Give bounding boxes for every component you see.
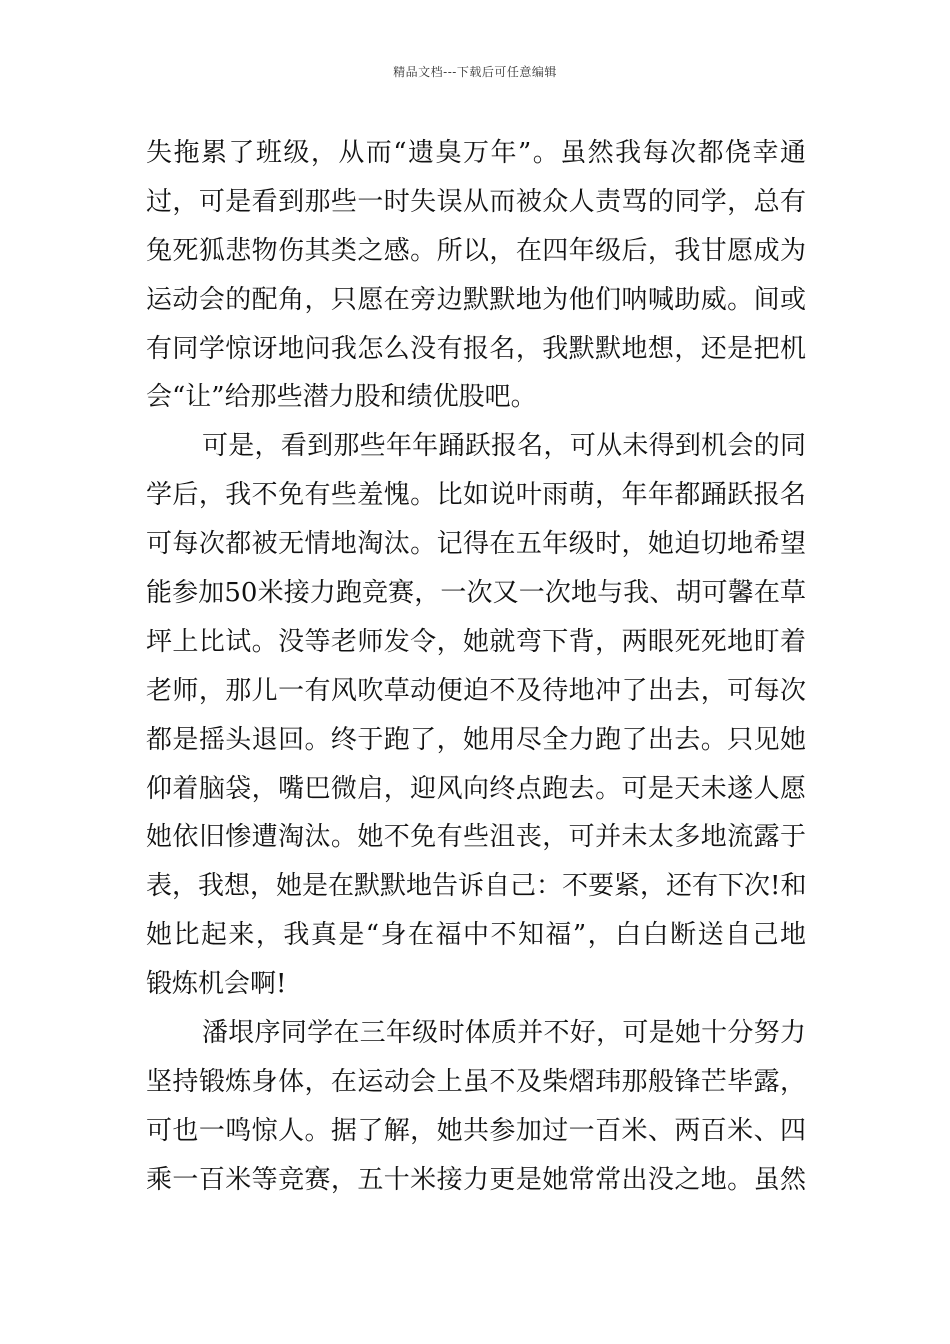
text-line: 能参加50米接力跑竞赛，一次又一次地与我、胡可馨在草 [146,578,806,609]
text-line: 她依旧惨遭淘汰。她不免有些沮丧，可并未太多地流露于 [146,822,806,853]
text-line: 她比起来，我真是“身在福中不知福”，白白断送自己地 [146,920,806,951]
text-line: 有同学惊讶地问我怎么没有报名，我默默地想，还是把机 [146,333,806,364]
text-line: 仰着脑袋，嘴巴微启，迎风向终点跑去。可是天未遂人愿 [146,773,806,804]
text-line: 兔死狐悲物伤其类之感。所以，在四年级后，我甘愿成为 [146,235,806,266]
text-line: 锻炼机会啊! [146,969,287,1000]
text-line: 运动会的配角，只愿在旁边默默地为他们呐喊助威。间或 [146,284,806,315]
text-line: 可每次都被无情地淘汰。记得在五年级时，她迫切地希望 [146,529,806,560]
text-line: 潘垠序同学在三年级时体质并不好，可是她十分努力 [202,1018,806,1049]
text-line: 表，我想，她是在默默地告诉自己：不要紧，还有下次!和 [146,871,806,902]
text-line: 坪上比试。没等老师发令，她就弯下背，两眼死死地盯着 [146,626,806,657]
text-line: 会“让”给那些潜力股和绩优股吧。 [146,382,537,413]
text-line: 都是摇头退回。终于跑了，她用尽全力跑了出去。只见她 [146,724,806,755]
text-line: 失拖累了班级，从而“遗臭万年”。虽然我每次都侥幸通 [146,138,806,168]
text-line: 过，可是看到那些一时失误从而被众人责骂的同学，总有 [146,186,806,217]
text-line: 老师，那儿一有风吹草动便迫不及待地冲了出去，可每次 [146,675,806,706]
text-line: 乘一百米等竞赛，五十米接力更是她常常出没之地。虽然 [146,1164,806,1195]
document-body [146,129,806,1205]
text-line: 学后，我不免有些羞愧。比如说叶雨萌，年年都踊跃报名 [146,480,806,511]
text-line: 可是，看到那些年年踊跃报名，可从未得到机会的同 [202,431,806,462]
text-line: 坚持锻炼身体，在运动会上虽不及柴熠玮那般锋芒毕露， [146,1066,806,1097]
page-header: 精品文档---下载后可任意编辑 [393,65,557,79]
text-line: 可也一鸣惊人。据了解，她共参加过一百米、两百米、四 [146,1115,806,1146]
